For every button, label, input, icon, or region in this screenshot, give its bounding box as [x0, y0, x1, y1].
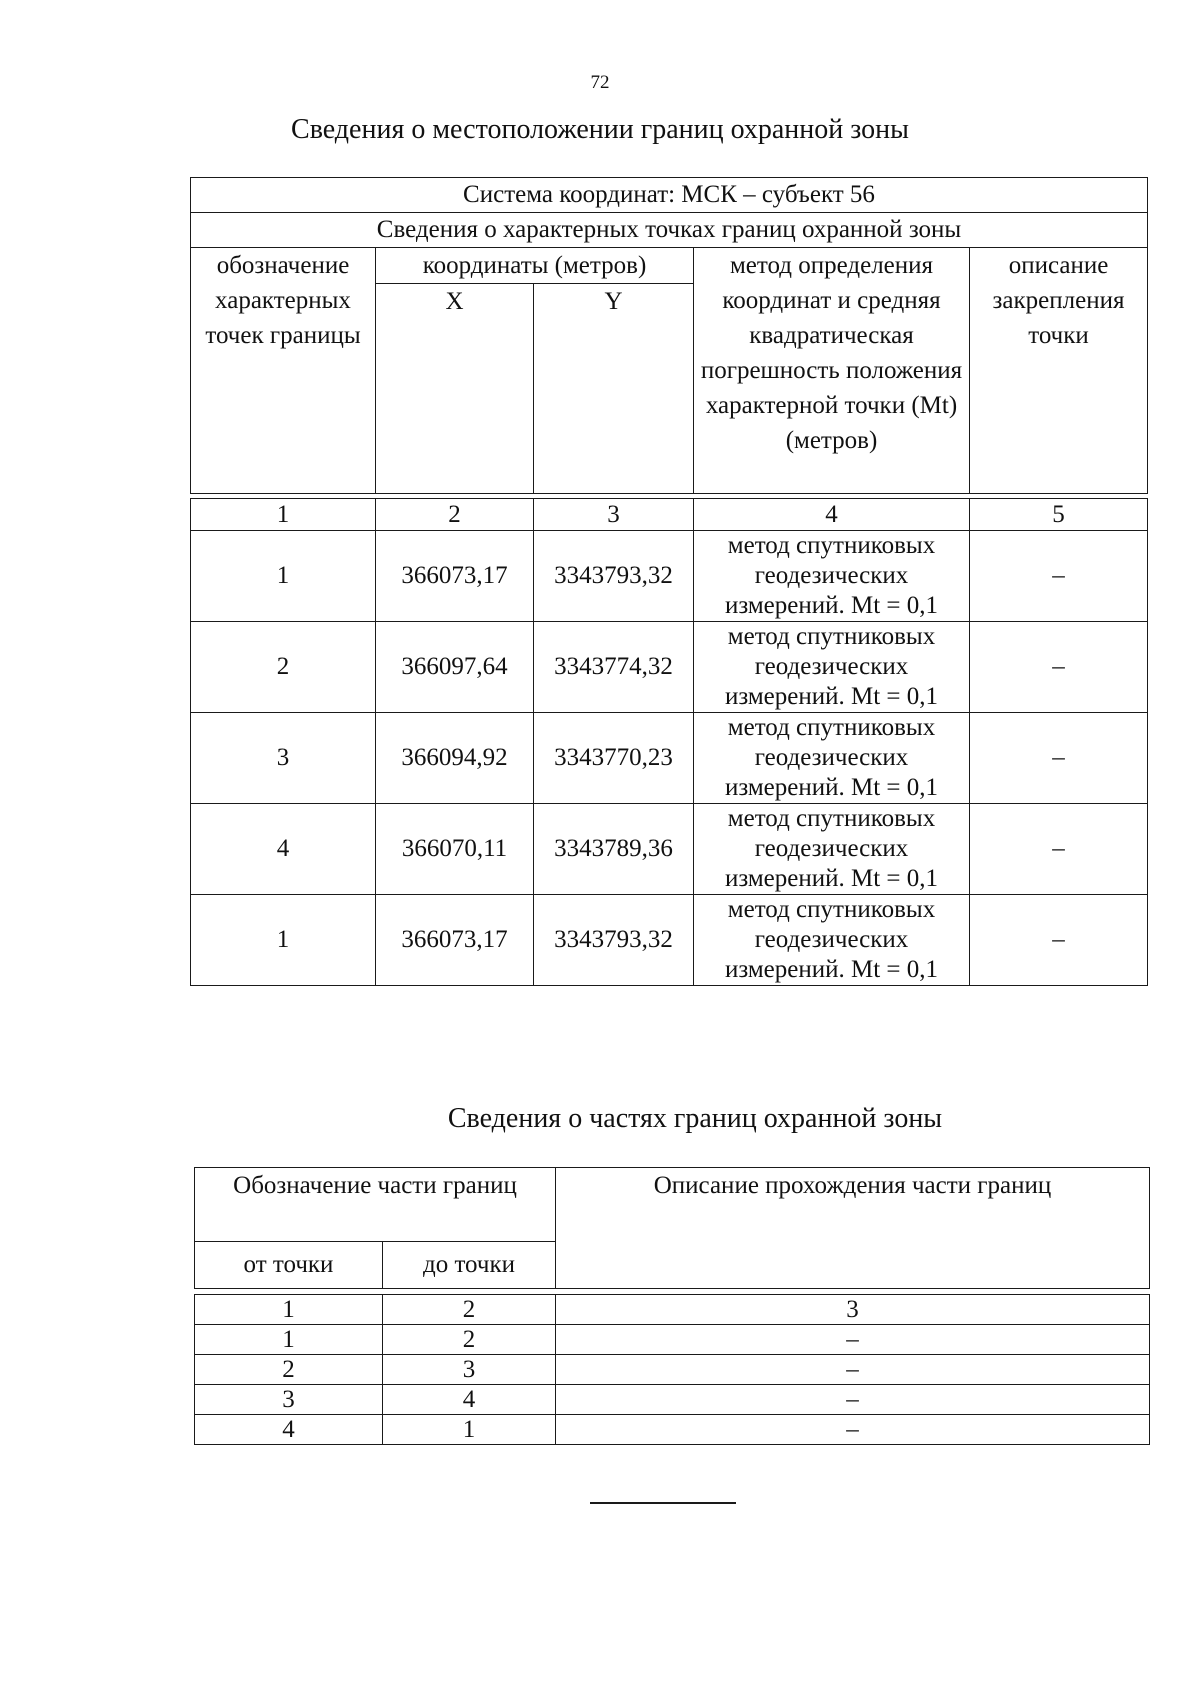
fixing-cell: – [970, 895, 1148, 986]
table-row [195, 1415, 1150, 1445]
header-x: X [376, 284, 534, 494]
y-cell: 3343774,32 [534, 622, 694, 713]
boundary-parts-table [194, 1167, 1150, 1445]
description-cell: – [556, 1415, 1150, 1445]
description-cell: – [556, 1325, 1150, 1355]
section-title-boundary-parts: Сведения о частях границ охранной зоны [447, 1103, 943, 1134]
y-cell: 3343770,23 [534, 713, 694, 804]
column-number: 3 [556, 1295, 1150, 1325]
header-point-designation: обозначение характерных точек границы [191, 248, 376, 494]
coordinate-system-caption: Система координат: МСК – субъект 56 [191, 178, 1148, 213]
fixing-cell: – [970, 804, 1148, 895]
description-cell: – [556, 1385, 1150, 1415]
y-cell: 3343789,36 [534, 804, 694, 895]
table-row [191, 895, 1148, 986]
header-method: метод определения координат и средняя квадратическая погрешность положения характерной точки (Mt) (метров) [694, 248, 970, 494]
description-cell: – [556, 1355, 1150, 1385]
column-number: 2 [376, 499, 534, 531]
from-point-cell: 2 [195, 1355, 383, 1385]
characteristic-points-table [190, 177, 1148, 986]
column-number: 1 [191, 499, 376, 531]
header-part-designation: Обозначение части границ [195, 1168, 556, 1242]
method-cell: метод спутниковых геодезических измерений. Mt = 0,1 [694, 713, 970, 804]
header-y: Y [534, 284, 694, 494]
section-title-boundary-location: Сведения о местоположении границ охранной зоны [291, 114, 909, 145]
table-row [191, 622, 1148, 713]
column-number: 5 [970, 499, 1148, 531]
column-number: 3 [534, 499, 694, 531]
table-row [195, 1325, 1150, 1355]
fixing-cell: – [970, 531, 1148, 622]
y-cell: 3343793,32 [534, 531, 694, 622]
table-row [191, 531, 1148, 622]
from-point-cell: 3 [195, 1385, 383, 1415]
from-point-cell: 4 [195, 1415, 383, 1445]
column-number: 1 [195, 1295, 383, 1325]
point-cell: 3 [191, 713, 376, 804]
header-to-point: до точки [383, 1242, 556, 1289]
column-number: 2 [383, 1295, 556, 1325]
header-fixing: описание закрепления точки [970, 248, 1148, 494]
method-cell: метод спутниковых геодезических измерений. Mt = 0,1 [694, 895, 970, 986]
x-cell: 366070,11 [376, 804, 534, 895]
header-description: Описание прохождения части границ [556, 1168, 1150, 1289]
to-point-cell: 3 [383, 1355, 556, 1385]
closing-rule [590, 1502, 736, 1504]
header-coordinates: координаты (метров) [376, 248, 694, 284]
to-point-cell: 1 [383, 1415, 556, 1445]
point-cell: 1 [191, 895, 376, 986]
method-cell: метод спутниковых геодезических измерений. Mt = 0,1 [694, 804, 970, 895]
to-point-cell: 4 [383, 1385, 556, 1415]
fixing-cell: – [970, 622, 1148, 713]
table-row [195, 1355, 1150, 1385]
x-cell: 366073,17 [376, 531, 534, 622]
to-point-cell: 2 [383, 1325, 556, 1355]
x-cell: 366073,17 [376, 895, 534, 986]
table-caption: Сведения о характерных точках границ охранной зоны [191, 213, 1148, 248]
method-cell: метод спутниковых геодезических измерений. Mt = 0,1 [694, 622, 970, 713]
method-cell: метод спутниковых геодезических измерений. Mt = 0,1 [694, 531, 970, 622]
y-cell: 3343793,32 [534, 895, 694, 986]
point-cell: 2 [191, 622, 376, 713]
fixing-cell: – [970, 713, 1148, 804]
point-cell: 1 [191, 531, 376, 622]
table-row [191, 713, 1148, 804]
x-cell: 366097,64 [376, 622, 534, 713]
page-number: 72 [590, 72, 610, 93]
header-from-point: от точки [195, 1242, 383, 1289]
column-number: 4 [694, 499, 970, 531]
from-point-cell: 1 [195, 1325, 383, 1355]
x-cell: 366094,92 [376, 713, 534, 804]
table-row [195, 1385, 1150, 1415]
point-cell: 4 [191, 804, 376, 895]
table-row [191, 804, 1148, 895]
